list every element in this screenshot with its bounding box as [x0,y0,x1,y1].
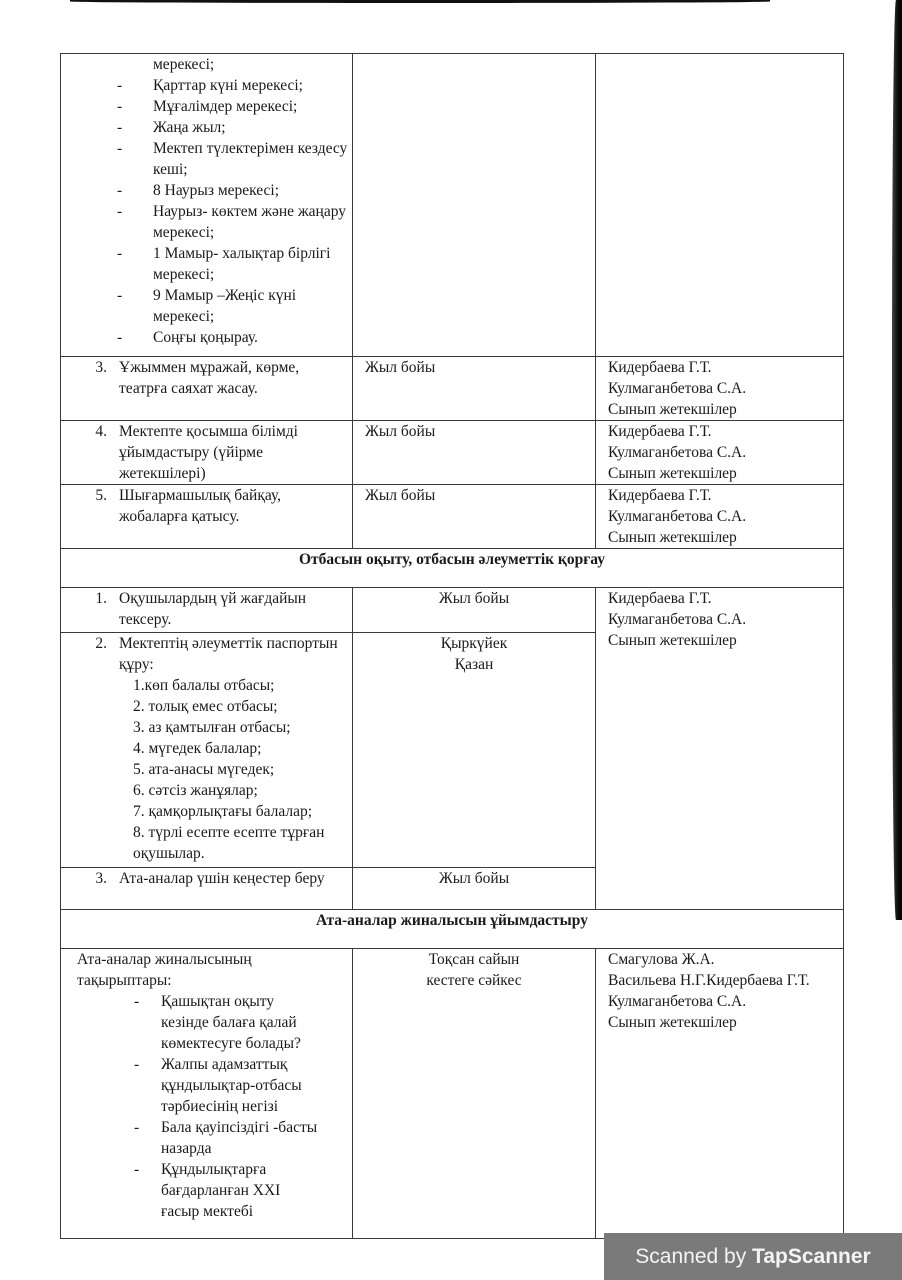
activity-text: Ұжыммен мұражай, көрме, театрға саяхат жасау. [119,359,300,397]
list-item: - Қашықтан оқыту кезінде балаға қалай көмектесуге болады? [132,991,318,1054]
table-row [61,949,844,1239]
list-item: - 9 Мамыр –Жеңіс күні мерекесі; [111,285,348,327]
responsible-person: Васильева Н.Г.Кидербаева Г.Т. [608,972,810,989]
table-row [61,485,844,549]
item-number: 5. [95,487,107,504]
watermark-brand: TapScanner [752,1245,871,1268]
table-row [61,421,844,485]
topics-heading: Ата-аналар жиналысының тақырыптары: [77,951,252,989]
activity-text: Шығармашылық байқау, жобаларға қатысу. [119,487,282,525]
time-text: Қыркүйек [440,635,508,652]
section-header-row [61,910,844,949]
list-item: 6. сәтсіз жанұялар; [133,782,258,799]
list-item: 3. аз қамтылған отбасы; [133,719,291,736]
plan-table [60,53,844,1239]
responsible-cell [596,588,844,910]
list-item: 2. толық емес отбасы; [133,698,278,715]
responsible-person: Кулмаганбетова С.А. [608,611,747,628]
item-number: 3. [95,359,107,376]
time-cell [353,633,596,868]
responsible-person: Сынып жетекшілер [608,401,737,418]
responsible-cell [596,949,844,1239]
list-continuation: мерекесі; [153,56,215,73]
responsible-person: Смагулова Ж.А. [608,951,715,968]
activity-text: Мектептің әлеуметтік паспортын құру: [119,635,338,673]
item-number: 4. [95,423,107,440]
time-text: Жыл бойы [438,870,510,887]
list-item: - Мұғалімдер мерекесі; [111,96,348,117]
section-header-row [61,549,844,588]
time-text: Жыл бойы [365,359,436,376]
time-text: Қазан [454,656,494,673]
scan-top-shadow [70,0,770,3]
table-row [61,357,844,421]
watermark-prefix: Scanned by [635,1245,753,1268]
list-item: - Жаңа жыл; [111,117,348,138]
list-item: 7. қамқорлықтағы балалар; [133,803,313,820]
section-title: Ата-аналар жиналысын ұйымдастыру [61,910,844,949]
responsible-cell [596,357,844,421]
activity-cell [61,588,353,633]
responsible-person: Кидербаева Г.Т. [608,487,712,504]
responsible-person: Сынып жетекшілер [608,465,737,482]
time-cell [353,868,596,910]
activity-cell [61,485,353,549]
activity-cell [61,949,353,1239]
list-item: - Наурыз- көктем және жаңару мерекесі; [111,201,348,243]
responsible-person: Кидербаева Г.Т. [608,423,712,440]
activity-text: Оқушылардың үй жағдайын тексеру. [119,590,307,628]
category-list [65,675,348,864]
responsible-person: Кулмаганбетова С.А. [608,444,747,461]
section-title: Отбасын оқыту, отбасын әлеуметтік қорғау [61,549,844,588]
list-item: - 8 Наурыз мерекесі; [111,180,348,201]
event-list-cell [61,54,353,357]
list-item: - Құндылықтарға бағдарланған XXI ғасыр мектебі [132,1159,318,1222]
responsible-person: Кулмаганбетова С.А. [608,993,747,1010]
time-text: Тоқсан сайын [428,951,520,968]
activity-text: Мектепте қосымша білімді ұйымдастыру (үйірме жетекшілері) [119,423,298,482]
time-cell [353,357,596,421]
list-item: - 1 Мамыр- халықтар бірлігі мерекесі; [111,243,348,285]
table-row [61,588,844,633]
time-cell [353,421,596,485]
time-cell [353,485,596,549]
responsible-person: Сынып жетекшілер [608,632,737,649]
list-item: - Соңғы қоңырау. [111,327,348,348]
list-item: - Бала қауіпсіздігі -басты назарда [132,1117,318,1159]
topics-list [77,991,348,1222]
list-item: - Мектеп түлектерімен кездесу кеші; [111,138,348,180]
activity-cell [61,868,353,910]
item-number: 2. [95,635,107,652]
time-text: Жыл бойы [438,590,510,607]
responsible-person: Кулмаганбетова С.А. [608,380,747,397]
activity-cell [61,421,353,485]
item-number: 1. [95,590,107,607]
time-text: кестеге сәйкес [426,972,522,989]
list-item: 5. ата-анасы мүгедек; [133,761,275,778]
list-item: - Жалпы адамзаттық құндылықтар-отбасы тәрбиесінің негізі [132,1054,318,1117]
responsible-person: Кидербаева Г.Т. [608,590,712,607]
time-cell [353,949,596,1239]
responsible-person: Сынып жетекшілер [608,1014,737,1031]
holiday-list [65,75,348,348]
item-number: 3. [95,870,107,887]
activity-text: Ата-аналар үшін кеңестер беру [119,870,325,887]
responsible-cell [596,54,844,357]
table-row [61,54,844,357]
responsible-person: Кидербаева Г.Т. [608,359,712,376]
list-item: 1.көп балалы отбасы; [133,677,275,694]
responsible-cell [596,421,844,485]
time-cell [353,588,596,633]
scan-edge-shadow [892,0,902,920]
responsible-person: Кулмаганбетова С.А. [608,508,747,525]
time-cell [353,54,596,357]
activity-cell [61,357,353,421]
responsible-cell [596,485,844,549]
list-item: 4. мүгедек балалар; [133,740,262,757]
time-text: Жыл бойы [365,487,436,504]
list-item: 8. түрлі есепте есепте тұрған оқушылар. [133,824,325,862]
list-item: - Қарттар күні мерекесі; [111,75,348,96]
responsible-person: Сынып жетекшілер [608,529,737,546]
scanner-watermark [604,1233,902,1280]
time-text: Жыл бойы [365,423,436,440]
activity-cell [61,633,353,868]
